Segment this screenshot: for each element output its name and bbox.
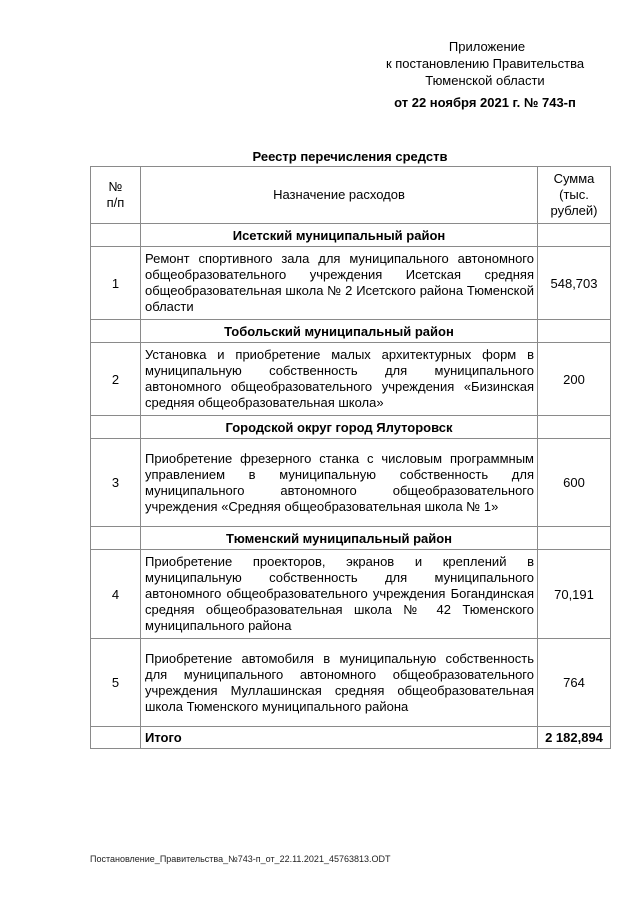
row-amount: 600 (538, 439, 611, 527)
row-amount: 548,703 (538, 247, 611, 320)
section-row-isetsky (91, 224, 611, 247)
appendix-block (360, 38, 610, 89)
total-amount: 2 182,894 (538, 727, 611, 749)
table-row (91, 550, 611, 639)
table-header-row (91, 167, 611, 224)
row-number: 4 (91, 550, 141, 639)
document-filename-footer: Постановление_Правительства_№743-п_от_22.11.2021_45763813.ODT (90, 854, 391, 864)
decree-date-number: от 22 ноября 2021 г. № 743-п (394, 95, 576, 110)
row-purpose: Установка и приобретение малых архитектурных форм в муниципальную собственность для муниципального автономного общеобразовательного учреждения «Бизинская средняя общеобразовательная школа» (141, 343, 538, 416)
row-number: 5 (91, 639, 141, 727)
appendix-title: Приложение (448, 39, 526, 54)
section-row-tyumensky (91, 527, 611, 550)
row-amount: 764 (538, 639, 611, 727)
row-number: 1 (91, 247, 141, 320)
table-row (91, 639, 611, 727)
table-row (91, 247, 611, 320)
row-purpose: Приобретение фрезерного станка с числовым программным управлением в муниципальную собственность для муниципального автономного общеобразовательного учреждения «Средняя общеобразовательная школа № 1» (141, 439, 538, 527)
row-number: 3 (91, 439, 141, 527)
funds-registry-table (90, 166, 611, 749)
column-header-number: № п/п (91, 167, 141, 224)
total-label: Итого (141, 727, 538, 749)
section-name: Тюменский муниципальный район (141, 527, 538, 550)
table-row (91, 439, 611, 527)
table-row (91, 343, 611, 416)
row-purpose: Ремонт спортивного зала для муниципального автономного общеобразовательного учреждения Исетская средняя общеобразовательная школа № 2 Исетского района Тюменской области (141, 247, 538, 320)
row-amount: 70,191 (538, 550, 611, 639)
column-header-amount: Сумма (тыс. рублей) (538, 167, 611, 224)
column-header-purpose: Назначение расходов (141, 167, 538, 224)
row-purpose: Приобретение автомобиля в муниципальную собственность для муниципального автономного общеобразовательного учреждения Муллашинская средняя общеобразовательная школа Тюменского муниципального района (141, 639, 538, 727)
total-row (91, 727, 611, 749)
table-title: Реестр перечисления средств (252, 149, 448, 164)
section-name: Исетский муниципальный район (141, 224, 538, 247)
section-row-tobolsky (91, 320, 611, 343)
section-name: Городской округ город Ялуторовск (141, 416, 538, 439)
section-name: Тобольский муниципальный район (141, 320, 538, 343)
section-row-yalutorovsk (91, 416, 611, 439)
appendix-region: Тюменской области (425, 73, 545, 88)
appendix-reference: к постановлению Правительства (385, 56, 585, 71)
row-purpose: Приобретение проекторов, экранов и креплений в муниципальную собственность для муниципального автономного общеобразовательного учреждения Богандинская средняя общеобразовательная школа № 42 Тюменского муниципального района (141, 550, 538, 639)
row-amount: 200 (538, 343, 611, 416)
row-number: 2 (91, 343, 141, 416)
